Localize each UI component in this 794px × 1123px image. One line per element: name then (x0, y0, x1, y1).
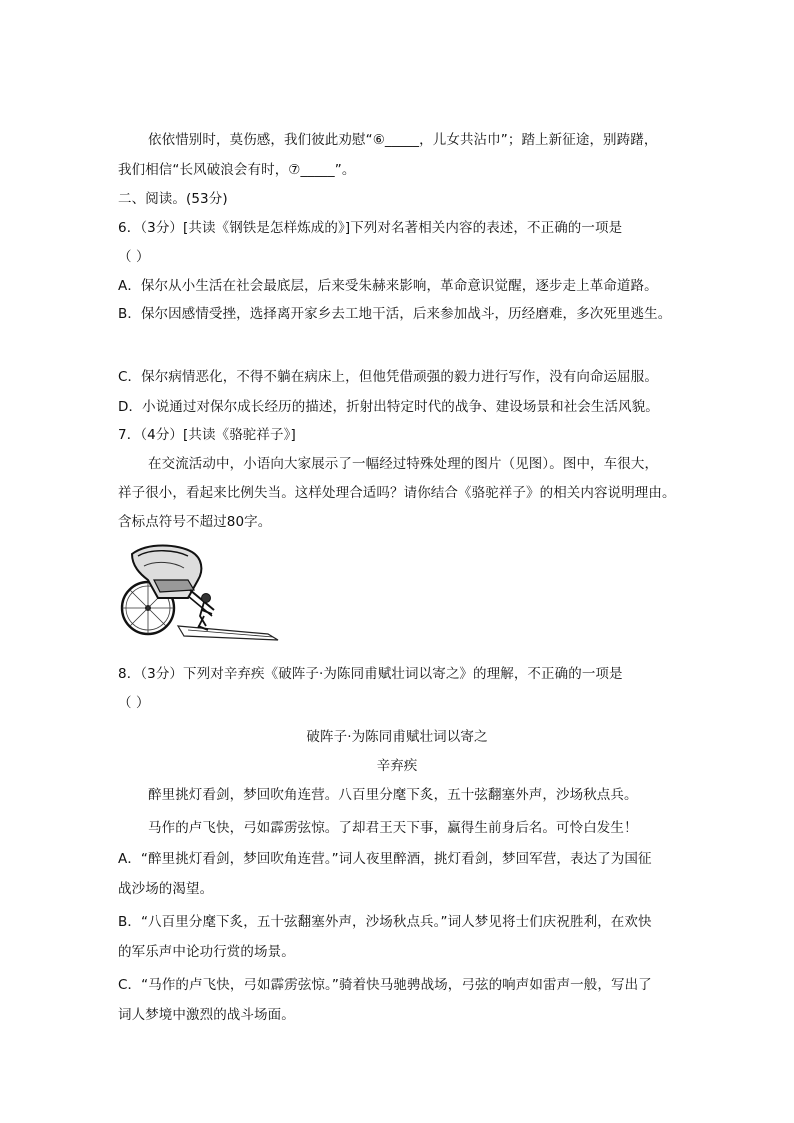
question-8-option-c-line-2: 词人梦境中激烈的战斗场面。 (118, 1007, 295, 1023)
question-7-paragraph-2: 祥子很小，看起来比例失当。这样处理合适吗？请你结合《骆驼祥子》的相关内容说明理由。 (118, 485, 676, 501)
poem-author: 辛弃疾 (376, 758, 418, 774)
text-line-2: 我们相信“长风破浪会有时，⑦_____”。 (118, 162, 356, 178)
question-8-blank: （ ） (118, 695, 150, 711)
poem-line-2: 马作的卢飞快，弓如霹雳弦惊。了却君王天下事，赢得生前身后名。可怜白发生！ (148, 820, 638, 836)
question-8-option-b-line-1: B．“八百里分麾下炙，五十弦翻塞外声，沙场秋点兵。”词人梦见将士们庆祝胜利，在欢快 (118, 914, 652, 930)
question-8-option-c-line-1: C．“马作的卢飞快，弓如霹雳弦惊。”骑着快马驰骋战场，弓弦的响声如雷声一般，写出了 (118, 977, 652, 993)
question-6-option-a: A．保尔从小生活在社会最底层，后来受朱赫来影响，革命意识觉醒，逐步走上革命道路。 (118, 278, 658, 294)
question-6-option-c: C．保尔病情恶化，不得不躺在病床上，但他凭借顽强的毅力进行写作，没有向命运屈服。 (118, 369, 658, 385)
question-8-option-a-line-1: A．“醉里挑灯看剑，梦回吹角连营。”词人夜里醉酒，挑灯看剑，梦回军营，表达了为国征 (118, 851, 652, 867)
question-7-paragraph-1: 在交流活动中，小语向大家展示了一幅经过特殊处理的图片（见图）。图中，车很大， (148, 456, 659, 472)
text-line-1: 依依惜别时，莫伤感，我们彼此劝慰“⑥_____，儿女共沾巾”；踏上新征途，别踌躇， (148, 132, 658, 148)
question-7-stem: 7．（4分）[共读《骆驼祥子》] (118, 427, 296, 443)
question-8-stem: 8．（3分）下列对辛弃疾《破阵子·为陈同甫赋壮词以寄之》的理解，不正确的一项是 (118, 666, 623, 682)
question-8-option-b-line-2: 的军乐声中论功行赏的场景。 (118, 944, 295, 960)
poem-title: 破阵子·为陈同甫赋壮词以寄之 (306, 729, 488, 745)
question-6-stem: 6．（3分）[共读《钢铁是怎样炼成的》]下列对名著相关内容的表述，不正确的一项是 (118, 220, 623, 236)
section-heading-reading: 二、阅读。(53分) (118, 191, 228, 207)
rickshaw-sketch-icon (118, 540, 280, 646)
question-6-option-d: D．小说通过对保尔成长经历的描述，折射出特定时代的战争、建设场景和社会生活风貌。 (118, 399, 659, 415)
poem-line-1: 醉里挑灯看剑，梦回吹角连营。八百里分麾下炙，五十弦翻塞外声，沙场秋点兵。 (148, 787, 638, 803)
question-6-option-b: B．保尔因感情受挫，选择离开家乡去工地干活，后来参加战斗，历经磨难，多次死里逃生。 (118, 306, 672, 322)
question-8-option-a-line-2: 战沙场的渴望。 (118, 881, 214, 897)
question-7-paragraph-3: 含标点符号不超过80字。 (118, 514, 272, 530)
question-6-blank: （ ） (118, 249, 150, 265)
